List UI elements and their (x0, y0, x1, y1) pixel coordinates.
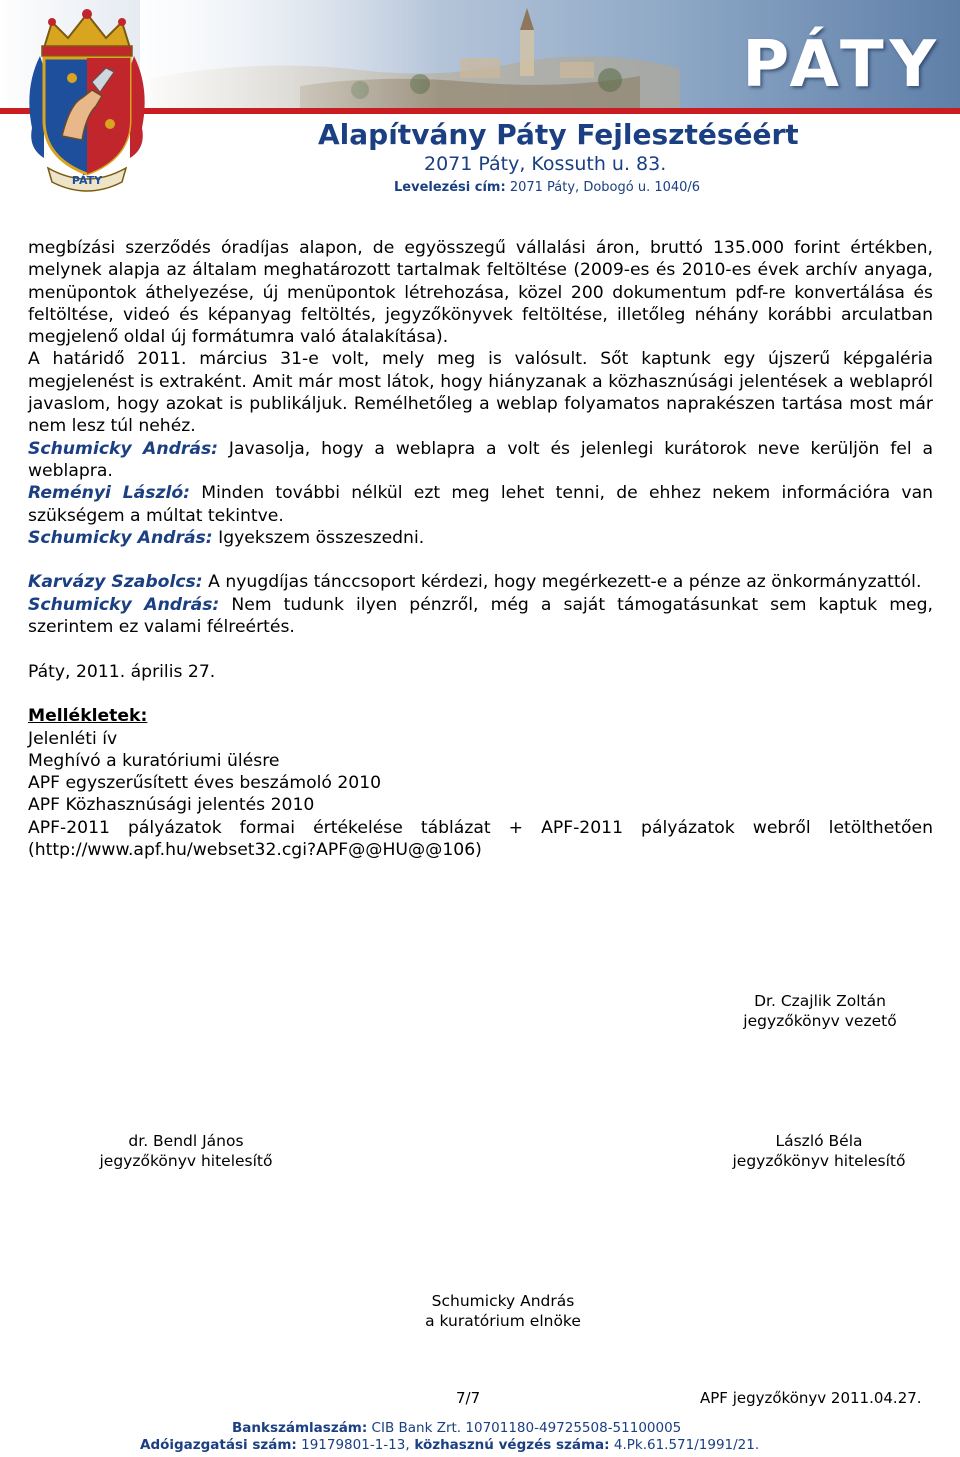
statement (28, 527, 933, 549)
organization-name: Alapítvány Páty Fejlesztéséért (318, 118, 799, 151)
paragraph-deadline: A határidő 2011. március 31-e volt, mely meg is valósult. Sőt kaptunk egy újszerű képgaléria megjelenést is extraként. Amit már most látok, hogy hiányzanak a közhasznúsági jelentések a weblapról javaslom, hogy azokat is publikáljuk. Remélhetőleg a weblap folyamatos naprakészen tartása most már nem lesz túl nehéz. (28, 349, 933, 437)
postal-label: Levelezési cím: (394, 180, 506, 195)
signer-name: László Béla (775, 1132, 863, 1150)
statement-text: Nem tudunk ilyen pénzről, még a saját támogatásunkat sem kaptuk meg, szerintem ez valami félreértés. (28, 594, 933, 638)
date-line: Páty, 2011. április 27. (28, 661, 216, 682)
speaker-name: Schumicky András: (28, 438, 219, 459)
paragraph-contract: megbízási szerződés óradíjas alapon, de egyösszegű vállalási áron, bruttó 135.000 forint értékben, melynek alapja az általam meghatározott tartalmak feltöltése (2009-es és 2010-es évek archív anyaga, menüpontok áthelyezése, új menüpontok létrehozása, közel 200 dokumentum pdf-re konvertálása és feltöltése, videó és képanyag feltöltés, jegyzőkönyvek feltöltése, illetőleg néhány korábbi arculatban megjelenő oldal új formátumra való átalakítása). (28, 238, 933, 348)
court-value: 4.Pk.61.571/1991/21. (609, 1437, 760, 1453)
crest-ribbon-text: PÁTY (71, 174, 103, 187)
statement-text: Javasolja, hogy a weblapra a volt és jelenlegi kurátorok neve kerüljön fel a weblapra. (28, 438, 933, 481)
attachment-item: Jelenléti ív (28, 728, 118, 749)
statement-text: Igyekszem összeszedni. (212, 527, 425, 548)
signature-recorder (720, 991, 920, 1031)
signer-role: jegyzőkönyv hitelesítő (99, 1152, 273, 1170)
bank-account (232, 1420, 681, 1436)
signer-role: a kuratórium elnöke (425, 1312, 581, 1330)
speaker-name: Schumicky András: (28, 594, 220, 615)
signature-chair (403, 1291, 603, 1331)
signer-name: Schumicky András (431, 1292, 575, 1310)
banner-fade (140, 0, 440, 108)
statement-text: Minden további nélkül ezt meg lehet tenni, de ehhez nekem információra van szükségem a múltat tekintve. (28, 483, 933, 526)
statement-text: A nyugdíjas tánccsoport kérdezi, hogy megérkezett-e a pénze az önkormányzattól. (202, 572, 922, 593)
bank-value: CIB Bank Zrt. 10701180-49725508-51100005 (367, 1420, 682, 1436)
statement (28, 482, 933, 527)
tax-info (140, 1437, 759, 1453)
attachment-item: APF Közhasznúsági jelentés 2010 (28, 795, 315, 816)
attachment-item: APF egyszerűsített éves beszámoló 2010 (28, 773, 382, 794)
speaker-name: Schumicky András: (28, 527, 213, 548)
attachment-item: Meghívó a kuratóriumi ülésre (28, 750, 280, 771)
banner-town-name: PÁTY (742, 28, 942, 102)
attachments-title: Mellékletek: (28, 706, 148, 727)
signer-name: Dr. Czajlik Zoltán (754, 992, 886, 1010)
statement (28, 571, 933, 593)
bank-label: Bankszámlaszám: (232, 1420, 368, 1436)
speaker-name: Karvázy Szabolcs: (28, 572, 203, 593)
page-number: 7/7 (456, 1389, 481, 1407)
coat-of-arms-logo (22, 8, 152, 194)
postal-address (394, 180, 700, 195)
tax-label: Adóigazgatási szám: (140, 1437, 297, 1453)
statement (28, 438, 933, 483)
statement (28, 594, 933, 639)
court-label: közhasznú végzés száma: (409, 1437, 610, 1453)
signer-name: dr. Bendl János (128, 1132, 244, 1150)
signature-authenticator-1 (86, 1131, 286, 1171)
tax-value: 19179801-1-13, (296, 1437, 410, 1453)
signature-authenticator-2 (719, 1131, 919, 1171)
document-body (28, 237, 933, 861)
document-reference: APF jegyzőkönyv 2011.04.27. (700, 1389, 922, 1407)
spacer (28, 683, 933, 705)
spacer (28, 638, 933, 660)
signer-role: jegyzőkönyv hitelesítő (732, 1152, 906, 1170)
speaker-name: Reményi László: (28, 483, 191, 504)
spacer (28, 549, 933, 571)
organization-address: 2071 Páty, Kossuth u. 83. (424, 153, 667, 175)
attachment-item: APF-2011 pályázatok formai értékelése táblázat + APF-2011 pályázatok webről letölthetően (http://www.apf.hu/webset32.cgi?APF@@HU@@106) (28, 817, 933, 861)
signer-role: jegyzőkönyv vezető (743, 1012, 897, 1030)
postal-value: 2071 Páty, Dobogó u. 1040/6 (509, 180, 701, 195)
